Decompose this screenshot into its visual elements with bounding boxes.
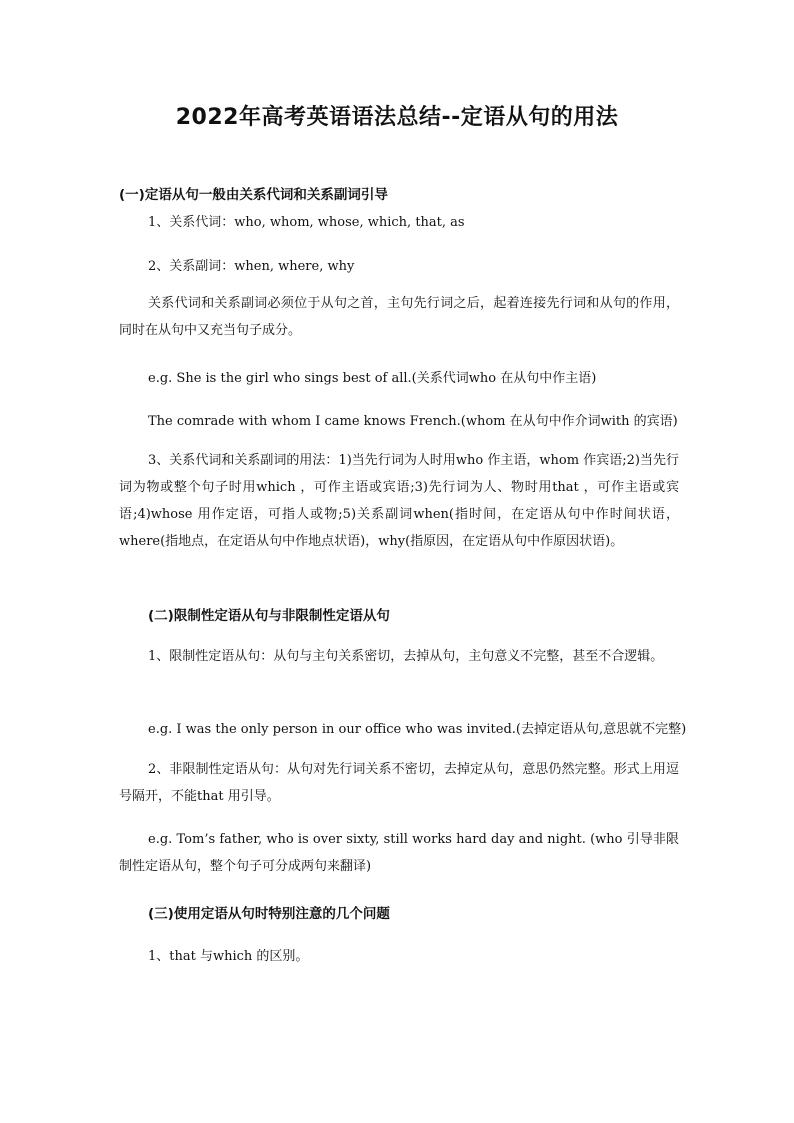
that-which-difference-line: 1、that 与which 的区别。 [148, 949, 309, 964]
example-who-line: e.g. She is the girl who sings best of all.(关系代词who 在从句中作主语) [148, 371, 597, 386]
example-nonrestrictive-paragraph: e.g. Tom’s father, who is over sixty, still works hard day and night. (who 引导非限制性定语从句，整个句子可分成两句来翻译) [119, 832, 679, 874]
section-heading-3: (三)使用定语从句时特别注意的几个问题 [148, 906, 390, 922]
relative-adverbs-line: 2、关系副词：when, where, why [148, 259, 355, 274]
document-title: 2022年高考英语语法总结--定语从句的用法 [175, 105, 619, 130]
section-heading-1: (一)定语从句一般由关系代词和关系副词引导 [119, 187, 388, 203]
position-explanation-paragraph: 关系代词和关系副词必须位于从句之首，主句先行词之后，起着连接先行词和从句的作用， 同时在从句中又充当句子成分。 [119, 296, 679, 338]
usage-explanation-paragraph: 3、关系代词和关系副词的用法：1)当先行词为人时用who 作主语，whom 作宾语;2)当先行词为物或整个句子时用which ，可作主语或宾语;3)先行词为人、物时用that ，可作主语或宾语;4)whose 用作定语，可指人或物;5)关系副词when(指时间，在定语从句中作时间状语，where(指地点，在定语从句中作地点状语)，why(指原因，在定语从句中作原因状语)。 [119, 453, 679, 549]
relative-pronouns-line: 1、关系代词：who, whom, whose, which, that, as [148, 215, 465, 230]
section-heading-2: (二)限制性定语从句与非限制性定语从句 [148, 608, 390, 624]
nonrestrictive-clause-paragraph: 2、非限制性定语从句：从句对先行词关系不密切，去掉定从句，意思仍然完整。形式上用逗号隔开，不能that 用引导。 [119, 762, 679, 804]
example-whom-line: The comrade with whom I came knows French.(whom 在从句中作介词with 的宾语) [148, 414, 678, 429]
restrictive-clause-paragraph: 1、限制性定语从句：从句与主句关系密切，去掉从句，主句意义不完整，甚至不合逻辑。 [148, 649, 664, 664]
example-restrictive-line: e.g. I was the only person in our office who was invited.(去掉定语从句,意思就不完整) [148, 722, 687, 737]
